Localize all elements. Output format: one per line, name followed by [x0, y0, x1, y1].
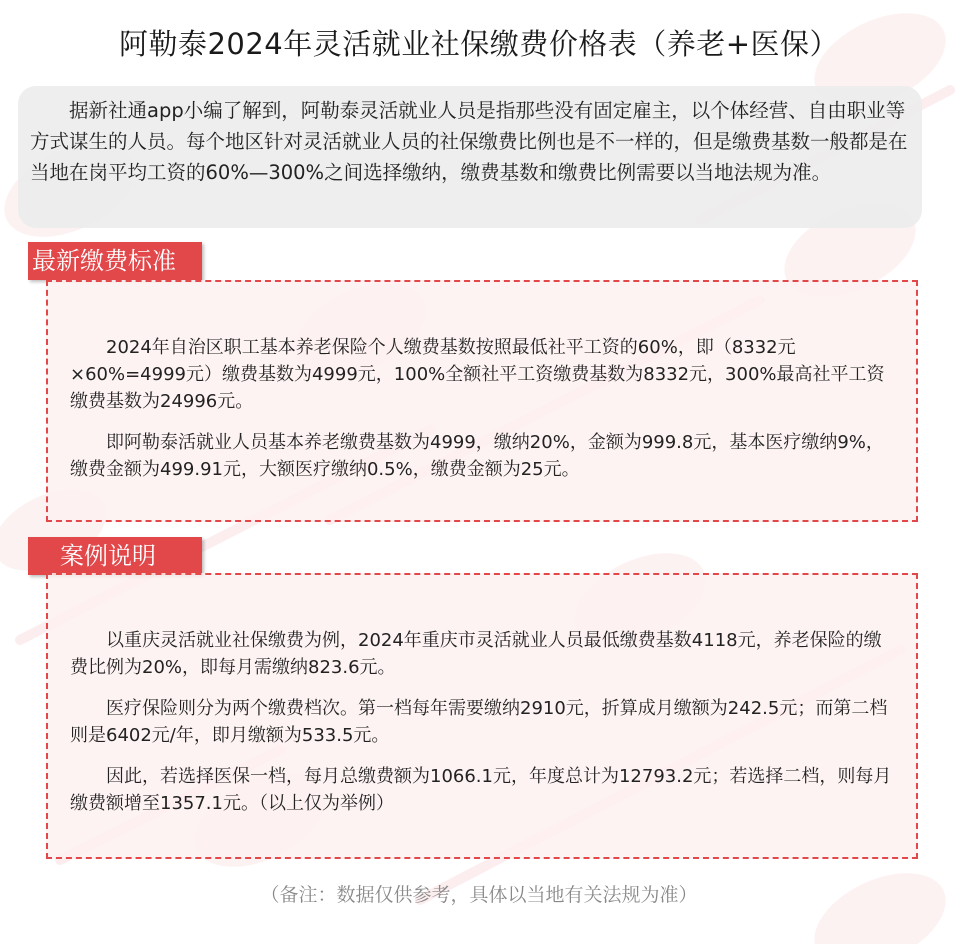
section-label-example: 案例说明 — [28, 537, 202, 575]
standard-content-box — [46, 280, 918, 522]
footer-note: （备注：数据仅供参考，具体以当地有关法规为准） — [260, 884, 698, 906]
section-label-standard: 最新缴费标准 — [28, 242, 202, 280]
example-paragraph: 医疗保险则分为两个缴费档次。第一档每年需要缴纳2910元，折算成月缴额为242.5元；而第二档则是6402元/年，即月缴额为533.5元。 — [70, 698, 888, 746]
intro-paragraph: 据新社通app小编了解到，阿勒泰灵活就业人员是指那些没有固定雇主，以个体经营、自由职业等方式谋生的人员。每个地区针对灵活就业人员的社保缴费比例也是不一样的，但是缴费基数一般都是在当地在岗平均工资的60%—300%之间选择缴纳，缴费基数和缴费比例需要以当地法规为准。 — [18, 86, 922, 228]
example-paragraph: 以重庆灵活就业社保缴费为例，2024年重庆市灵活就业人员最低缴费基数4118元，养老保险的缴费比例为20%，即每月需缴纳823.6元。 — [70, 630, 882, 678]
example-content-box — [46, 573, 918, 859]
example-paragraph: 因此，若选择医保一档，每月总缴费额为1066.1元，年度总计为12793.2元；若选择二档，则每月缴费额增至1357.1元。（以上仅为举例） — [70, 766, 892, 814]
standard-paragraph: 即阿勒泰活就业人员基本养老缴费基数为4999，缴纳20%，金额为999.8元，基本医疗缴纳9%，缴费金额为499.91元，大额医疗缴纳0.5%，缴费金额为25元。 — [70, 432, 884, 480]
page-title: 阿勒泰2024年灵活就业社保缴费价格表（养老+医保） — [118, 27, 840, 61]
standard-paragraph: 2024年自治区职工基本养老保险个人缴费基数按照最低社平工资的60%，即（8332元×60%=4999元）缴费基数为4999元，100%全额社平工资缴费基数为8332元，300%最高社平工资缴费基数为24996元。 — [70, 337, 885, 412]
